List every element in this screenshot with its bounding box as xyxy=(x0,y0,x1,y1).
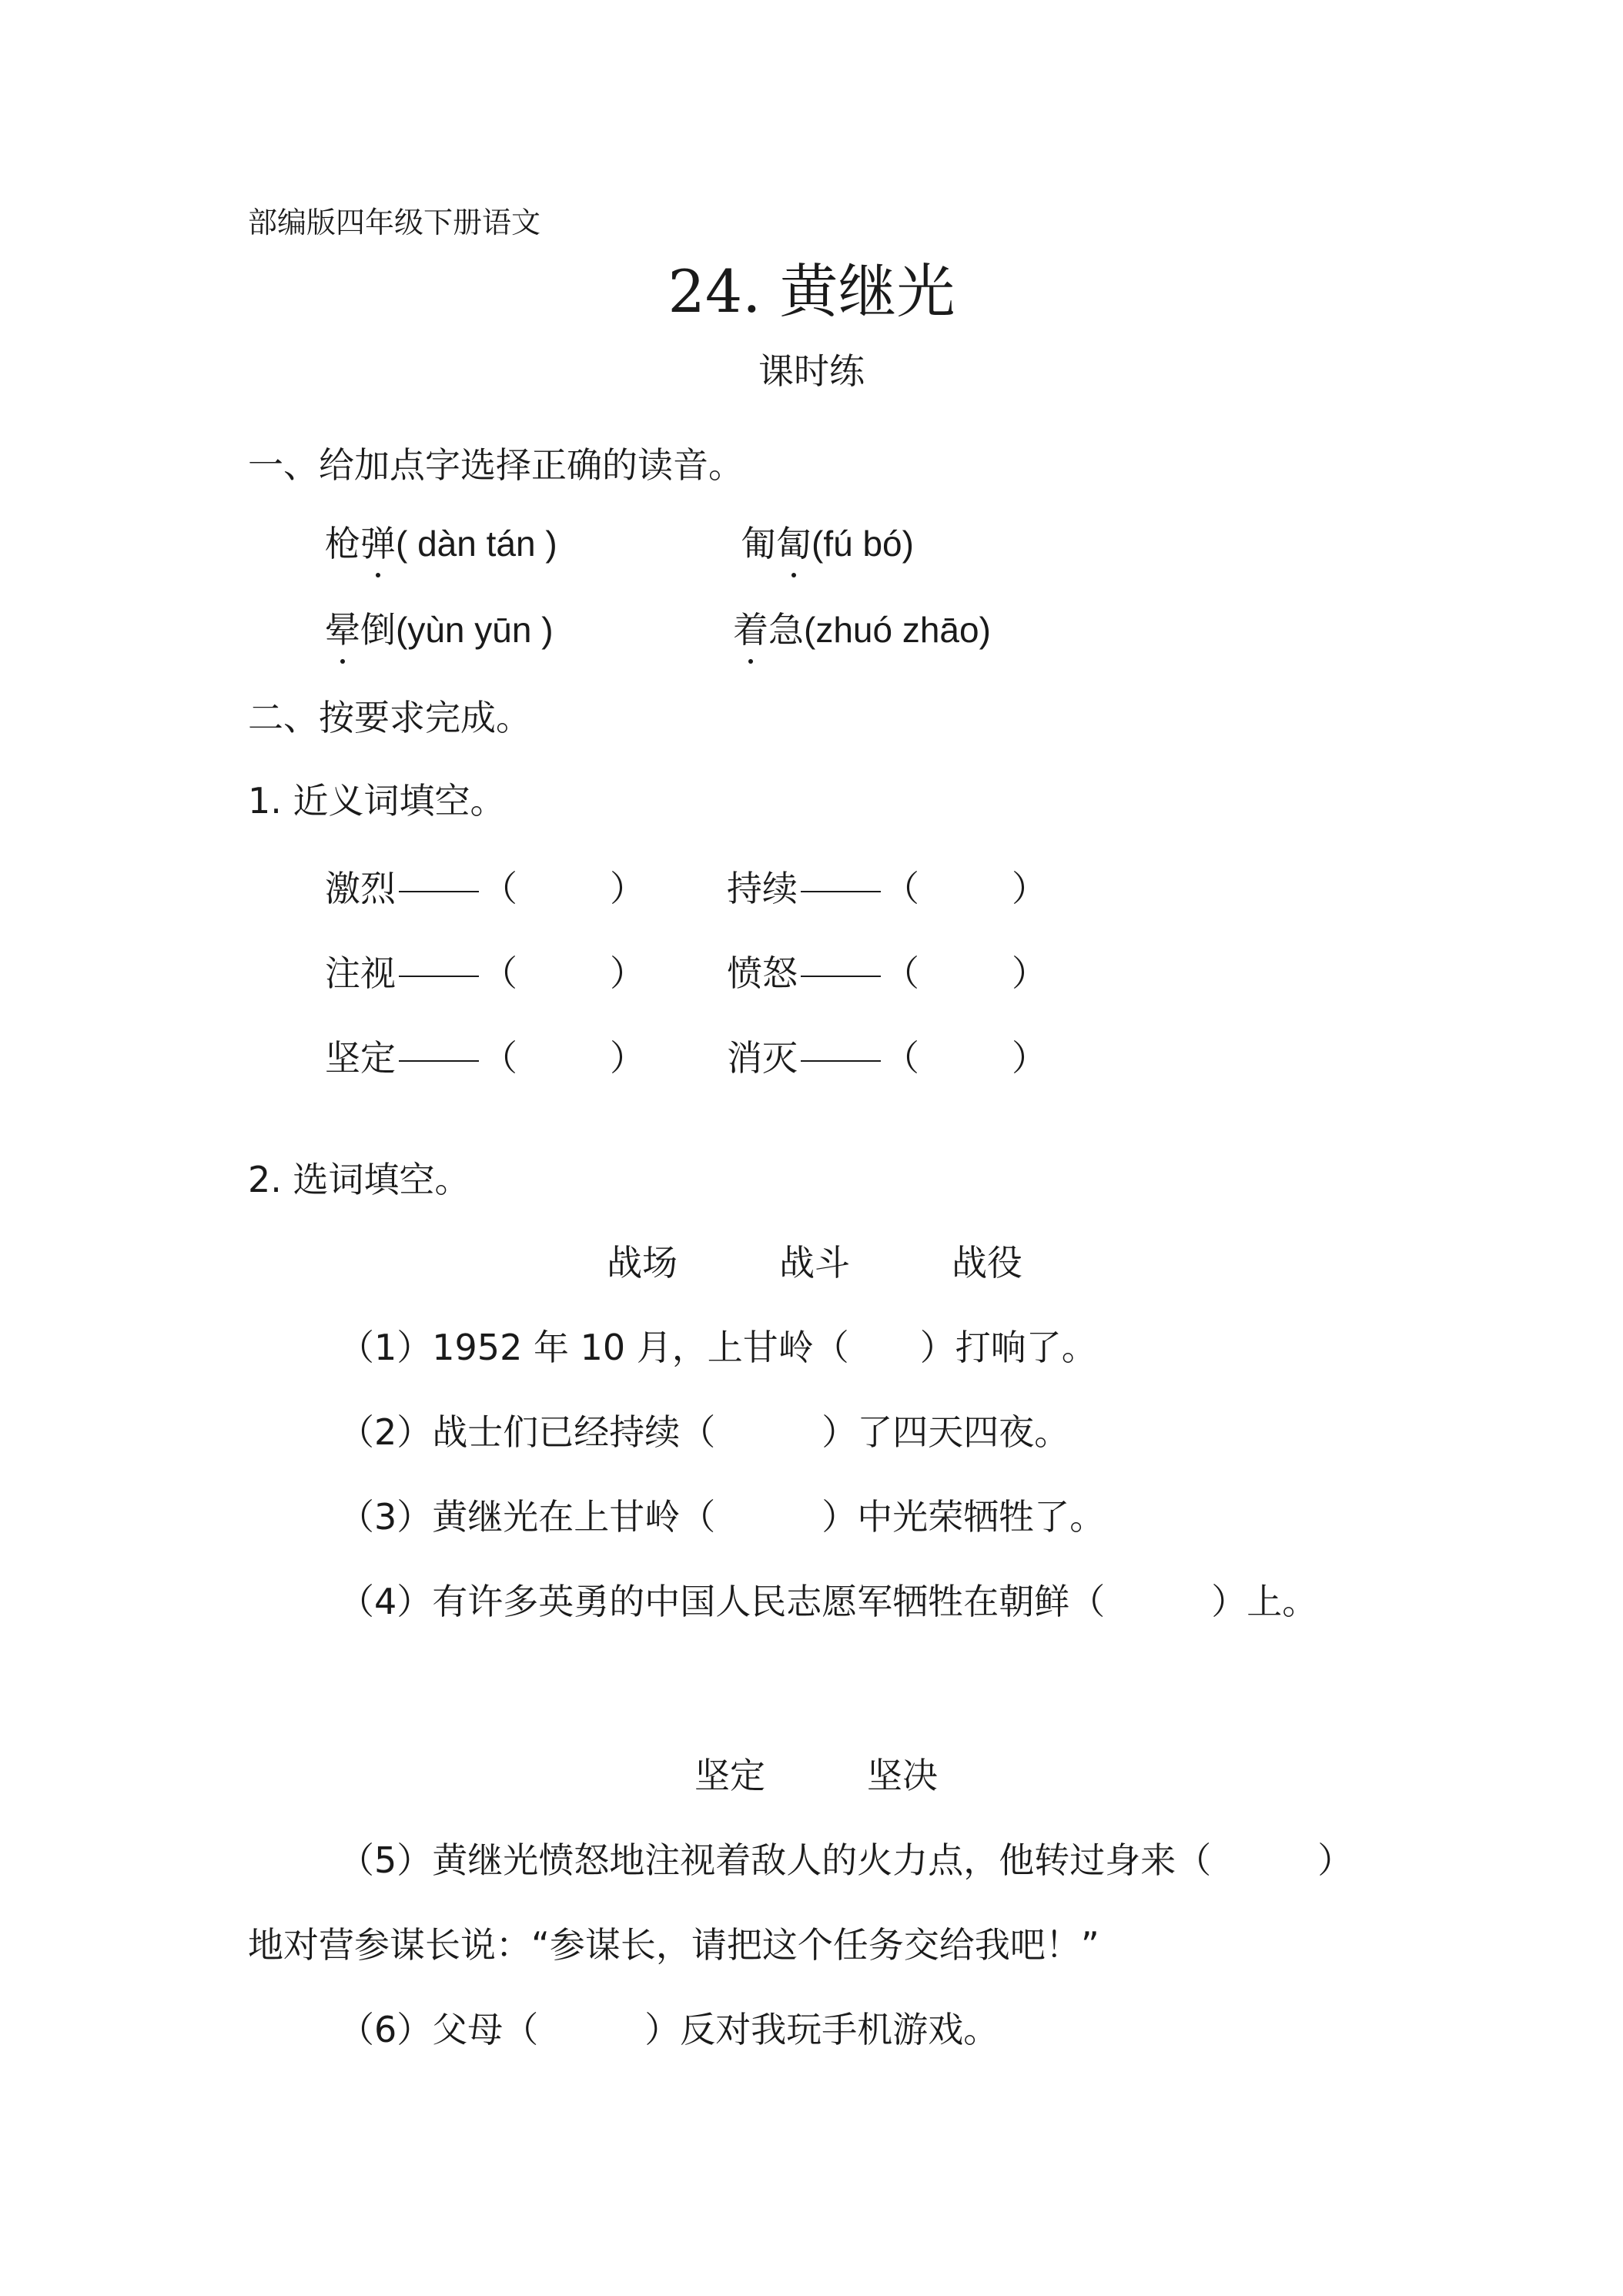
open-paren: （ xyxy=(482,868,517,909)
open-paren: （ xyxy=(884,1037,919,1079)
word-option: 坚决 xyxy=(867,1755,938,1796)
close-paren: ） xyxy=(610,868,645,909)
section1-heading: 一、给加点字选择正确的读音。 xyxy=(248,444,744,486)
emphasis-dot-icon xyxy=(376,573,380,577)
emphasis-dot-icon xyxy=(748,659,753,664)
dotted-char-text: 弹 xyxy=(360,523,396,564)
dotted-char-text: 着 xyxy=(733,609,768,651)
open-paren: （ xyxy=(884,868,919,909)
dotted-char xyxy=(325,602,360,653)
dash-line xyxy=(801,891,881,892)
pinyin-options: ( dàn tán ) xyxy=(396,524,557,564)
pinyin-options: (fú bó) xyxy=(812,524,914,564)
synonym-word: 坚定 xyxy=(325,1037,396,1079)
q1-heading: 1. 近义词填空。 xyxy=(248,780,506,822)
synonym-item xyxy=(727,946,1047,996)
dotted-char-text: 匐 xyxy=(776,523,812,564)
pron-item xyxy=(733,602,991,653)
dotted-char-text: 晕 xyxy=(325,609,360,651)
q2-heading: 2. 选词填空。 xyxy=(248,1159,470,1200)
emphasis-dot-icon xyxy=(340,659,345,664)
close-paren: ） xyxy=(1012,1037,1047,1079)
fill-sentence: （1）1952 年 10 月，上甘岭（ ）打响了。 xyxy=(339,1327,1097,1368)
fill-sentence: （3）黄继光在上甘岭（ ）中光荣牺牲了。 xyxy=(339,1496,1106,1538)
dotted-char xyxy=(733,602,768,653)
dash-line xyxy=(801,1060,881,1062)
close-paren: ） xyxy=(610,952,645,994)
synonym-item xyxy=(325,946,645,996)
word-option: 战场 xyxy=(607,1242,678,1284)
synonym-word: 消灭 xyxy=(727,1037,798,1079)
pinyin-options: (zhuó zhāo) xyxy=(804,610,991,650)
page-title: 24. 黄继光 xyxy=(668,257,955,326)
synonym-item xyxy=(325,861,645,912)
synonym-word: 激烈 xyxy=(325,868,396,909)
synonym-item xyxy=(727,1030,1047,1081)
word-option: 战役 xyxy=(952,1242,1022,1284)
pron-char: 枪 xyxy=(325,523,360,564)
open-paren: （ xyxy=(482,1037,517,1079)
pron-item xyxy=(325,516,557,567)
word-option: 战斗 xyxy=(779,1242,850,1284)
dash-line xyxy=(399,1060,479,1062)
close-paren: ） xyxy=(610,1037,645,1079)
pron-item xyxy=(325,602,554,653)
edition-label: 部编版四年级下册语文 xyxy=(248,206,541,239)
dotted-char xyxy=(360,516,396,567)
pron-item xyxy=(741,516,914,567)
section2-heading: 二、按要求完成。 xyxy=(248,697,531,738)
synonym-word: 愤怒 xyxy=(727,952,798,994)
pron-char: 倒 xyxy=(360,609,396,651)
dotted-char xyxy=(776,516,812,567)
fill-sentence: （5）黄继光愤怒地注视着敌人的火力点，他转过身来（ ） xyxy=(339,1839,1354,1881)
synonym-item xyxy=(727,861,1047,912)
dash-line xyxy=(399,891,479,892)
dash-line xyxy=(399,976,479,977)
page-subtitle: 课时练 xyxy=(758,350,865,392)
fill-sentence-continued: 地对营参谋长说：“参谋长，请把这个任务交给我吧！” xyxy=(248,1924,1099,1966)
synonym-item xyxy=(325,1030,645,1081)
pinyin-options: (yùn yūn ) xyxy=(396,610,554,650)
pron-char: 匍 xyxy=(741,523,776,564)
synonym-word: 持续 xyxy=(727,868,798,909)
fill-sentence: （2）战士们已经持续（ ）了四天四夜。 xyxy=(339,1411,1070,1453)
word-option: 坚定 xyxy=(694,1755,765,1796)
close-paren: ） xyxy=(1012,868,1047,909)
open-paren: （ xyxy=(884,952,919,994)
fill-sentence: （4）有许多英勇的中国人民志愿军牺牲在朝鲜（ ）上。 xyxy=(339,1581,1318,1622)
emphasis-dot-icon xyxy=(791,573,796,577)
close-paren: ） xyxy=(1012,952,1047,994)
open-paren: （ xyxy=(482,952,517,994)
synonym-word: 注视 xyxy=(325,952,396,994)
pron-char: 急 xyxy=(768,609,804,651)
fill-sentence: （6）父母（ ）反对我玩手机游戏。 xyxy=(339,2009,999,2050)
dash-line xyxy=(801,976,881,977)
